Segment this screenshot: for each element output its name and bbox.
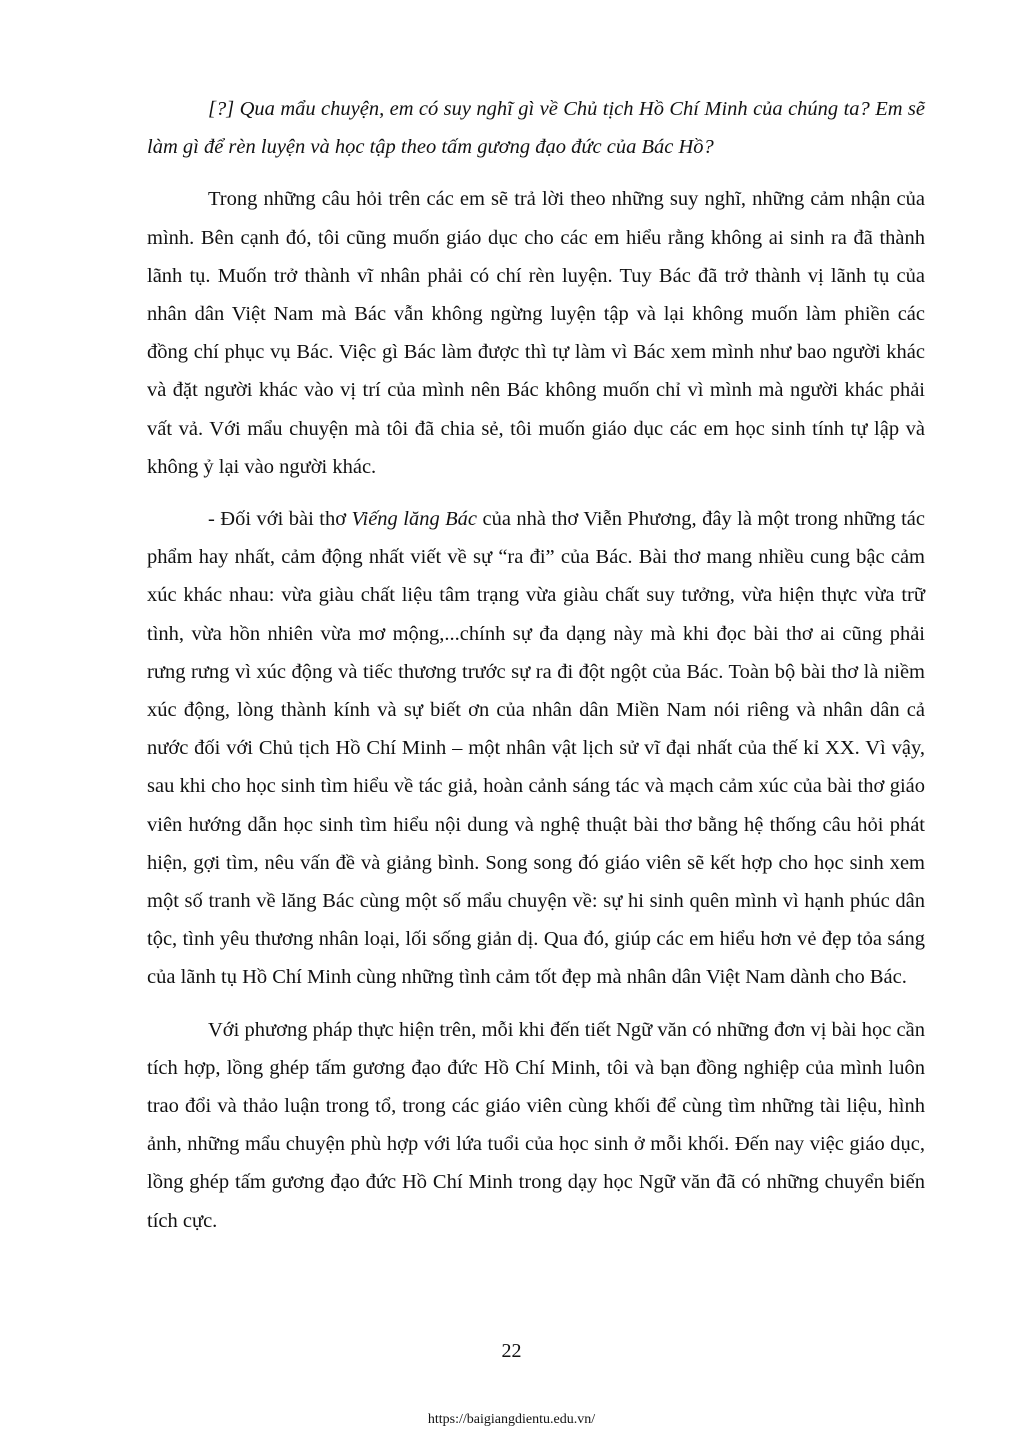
paragraph-3: Với phương pháp thực hiện trên, mỗi khi đến tiết Ngữ văn có những đơn vị bài học cần tích hợp, lồng ghép tấm gương đạo đức Hồ Chí Minh, tôi và bạn đồng nghiệp của mình luôn trao đổi và thảo luận trong tổ, trong các giáo viên cùng khối để cùng tìm những tài liệu, hình ảnh, những mẩu chuyện phù hợp với lứa tuổi của học sinh ở mỗi khối. Đến nay việc giáo dục, lồng ghép tấm gương đạo đức Hồ Chí Minh trong dạy học Ngữ văn đã có những chuyển biến tích cực. bbox=[147, 1018, 925, 1232]
document-body bbox=[147, 90, 925, 1254]
footer-url-link[interactable]: https://baigiangdientu.edu.vn/ bbox=[427, 1412, 596, 1427]
paragraph-2-lead: - Đối với bài thơ bbox=[208, 508, 352, 531]
paragraph-2 bbox=[147, 500, 925, 997]
discussion-question: [?] Qua mẩu chuyện, em có suy nghĩ gì về Chủ tịch Hồ Chí Minh của chúng ta? Em sẽ làm gì để rèn luyện và học tập theo tấm gương đạo đức của Bác Hồ? bbox=[147, 98, 925, 159]
paragraph-1: Trong những câu hỏi trên các em sẽ trả lời theo những suy nghĩ, những cảm nhận của mình. Bên cạnh đó, tôi cũng muốn giáo dục cho các em hiểu rằng không ai sinh ra đã thành lãnh tụ. Muốn trở thành vĩ nhân phải có chí rèn luyện. Tuy Bác đã trở thành vị lãnh tụ của nhân dân Việt Nam mà Bác vẫn không ngừng luyện tập và lại không muốn làm phiền các đồng chí phục vụ Bác. Việc gì Bác làm được thì tự làm vì Bác xem mình như bao người khác và đặt người khác vào vị trí của mình nên Bác không muốn chỉ vì mình mà người khác phải vất vả. Với mẩu chuyện mà tôi đã chia sẻ, tôi muốn giáo dục các em học sinh tính tự lập và không ỷ lại vào người khác. bbox=[147, 188, 925, 478]
poem-title: Viếng lăng Bác bbox=[351, 508, 478, 531]
paragraph-2-rest: của nhà thơ Viễn Phương, đây là một trong những tác phẩm hay nhất, cảm động nhất viết về sự “ra đi” của Bác. Bài thơ mang nhiều cung bậc cảm xúc khác nhau: vừa giàu chất liệu tâm trạng vừa giàu chất suy tưởng, vừa hiện thực vừa trữ tình, vừa hồn nhiên vừa mơ mộng,...chính sự đa dạng này mà khi đọc bài thơ ai cũng phải rưng rưng vì xúc động và tiếc thương trước sự ra đi đột ngột của Bác. Toàn bộ bài thơ là niềm xúc động, lòng thành kính và sự biết ơn của nhân dân Miền Nam nói riêng và nhân dân cả nước đối với Chủ tịch Hồ Chí Minh – một nhân vật lịch sử vĩ đại nhất của thế kỉ XX. Vì vậy, sau khi cho học sinh tìm hiểu về tác giả, hoàn cảnh sáng tác và mạch cảm xúc của bài thơ giáo viên hướng dẫn học sinh tìm hiểu nội dung và nghệ thuật bài thơ bằng hệ thống câu hỏi phát hiện, gợi tìm, nêu vấn đề và giảng bình. Song song đó giáo viên sẽ kết hợp cho học sinh xem một số tranh về lăng Bác cùng một số mẩu chuyện về: sự hi sinh quên mình vì hạnh phúc dân tộc, tình yêu thương nhân loại, lối sống giản dị. Qua đó, giúp các em hiểu hơn vẻ đẹp tỏa sáng của lãnh tụ Hồ Chí Minh cùng những tình cảm tốt đẹp mà nhân dân Việt Nam dành cho Bác. bbox=[147, 508, 925, 989]
page-number: 22 bbox=[501, 1340, 522, 1362]
